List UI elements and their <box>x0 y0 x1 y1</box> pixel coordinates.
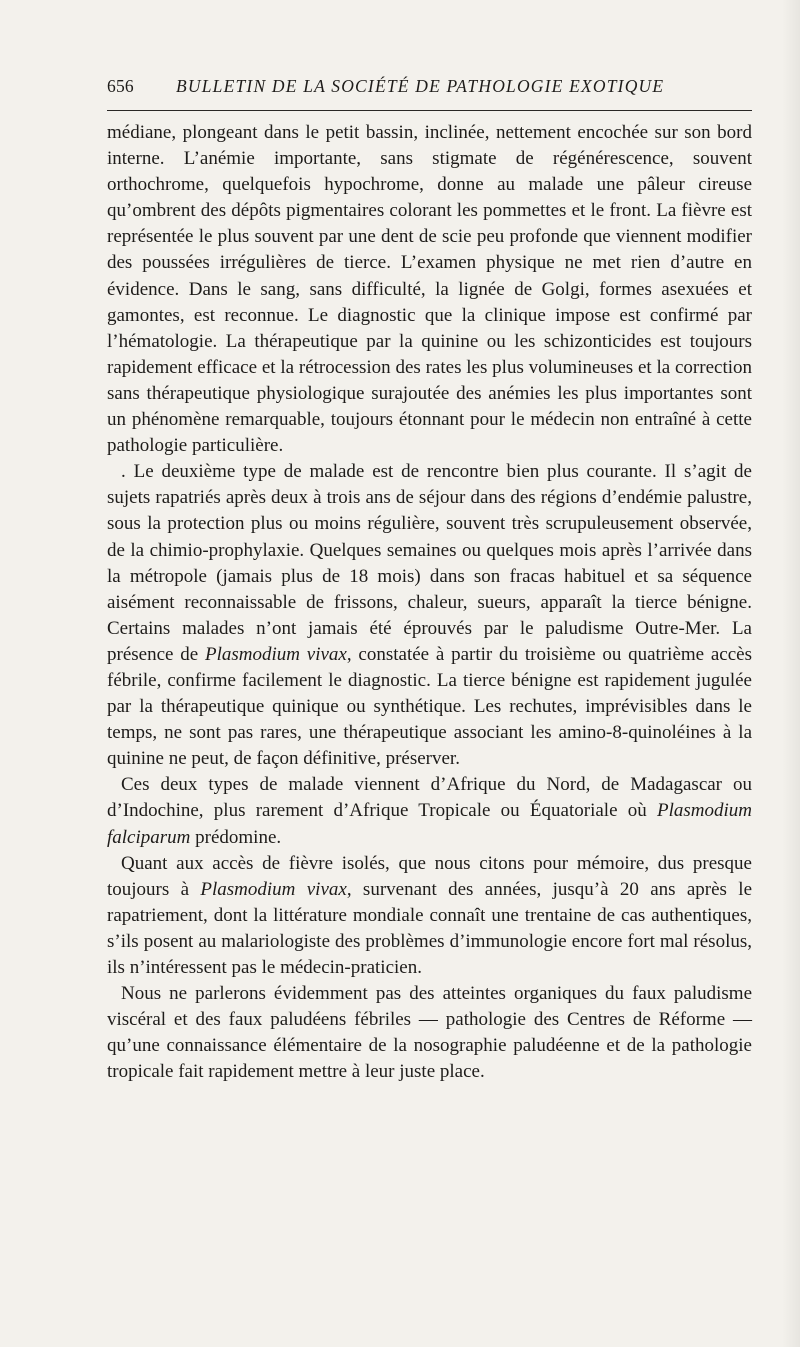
species-name: Plasmodium vivax <box>200 878 347 900</box>
paragraph-5 <box>107 981 752 1085</box>
page-number: 656 <box>107 76 134 96</box>
species-name: Plasmodium vivax <box>204 643 347 665</box>
running-head <box>107 76 750 104</box>
paragraph-4 <box>107 851 752 981</box>
text-segment: prédomine. <box>190 826 282 848</box>
paragraph-1 <box>107 120 752 459</box>
scan-edge-shadow <box>782 0 800 1347</box>
text-segment: Nous ne parlerons évidemment pas des atteintes organiques du faux paludisme viscéral et des faux paludéens fébriles — pathologie des Centres de Réforme — qu’une connaissance élémentaire de la nosographie paludéenne et de la pathologie tropicale fait rapidement mettre à leur juste place. <box>107 983 752 1083</box>
text-segment: , survenant des années, jusqu’à 20 ans après le rapatriement, dont la littérature mondiale connaît une trentaine de cas authentiques, s’ils posent au malariologiste des problèmes d’immunologie encore fort mal résolus, ils n’intéressent pas le médecin-praticien. <box>107 878 753 978</box>
species-name: Plasmodium falciparum <box>107 800 752 848</box>
header-rule <box>107 110 752 111</box>
paragraph-2 <box>107 459 752 772</box>
text-segment: Ces deux types de malade viennent d’Afrique du Nord, de Madagascar ou d’Indochine, plus rarement d’Afrique Tropicale ou Équatoriale où <box>107 774 752 822</box>
text-segment: Quant aux accès de fièvre isolés, que nous citons pour mémoire, dus presque toujours à <box>107 852 752 900</box>
paragraph-3 <box>107 772 752 850</box>
text-segment: , constatée à partir du troisième ou quatrième accès fébrile, confirme facilement le diagnostic. La tierce bénigne est rapidement jugulée par la thérapeutique quinique ou synthétique. Les rechutes, imprévisibles dans le temps, ne sont pas rares, une thérapeutique associant les amino-8-quinoléines à la quinine ne peut, de façon définitive, préserver. <box>107 643 753 770</box>
text-segment: médiane, plongeant dans le petit bassin, inclinée, nettement encochée sur son bord interne. L’anémie importante, sans stigmate de régénérescence, souvent orthochrome, quelquefois hypochrome, donne au malade une pâleur cireuse qu’ombrent des dépôts pigmentaires colorant les pommettes et le front. La fièvre est représentée le plus souvent par une dent de scie peu profonde que viennent modifier des poussées irrégulières de tierce. L’examen physique ne met rien d’autre en évidence. Dans le sang, sans difficulté, la lignée de Golgi, formes asexuées et gamontes, est reconnue. Le diagnostic que la clinique impose est confirmé par l’hématologie. La thérapeutique par la quinine ou les schizonticides est toujours rapidement efficace et la rétrocession des rates les plus volumineuses et la correction sans thérapeutique physiologique surajoutée des anémies les plus importantes sont un phénomène remarquable, toujours étonnant pour le médecin non entraîné à cette pathologie particulière. <box>107 122 752 457</box>
journal-title: BULLETIN DE LA SOCIÉTÉ DE PATHOLOGIE EXOTIQUE <box>176 76 665 96</box>
body-text <box>107 120 752 1085</box>
text-segment: . Le deuxième type de malade est de rencontre bien plus courante. Il s’agit de sujets rapatriés après deux à trois ans de séjour dans des régions d’endémie palustre, sous la protection plus ou moins régulière, souvent très scrupuleusement observée, de la chimio-prophylaxie. Quelques semaines ou quelques mois après l’arrivée dans la métropole (jamais plus de 18 mois) dans son fracas habituel et sa séquence aisément reconnaissable de frissons, chaleur, sueurs, apparaît la tierce bénigne. Certains malades n’ont jamais été éprouvés par le paludisme Outre-Mer. La présence de <box>107 461 752 665</box>
